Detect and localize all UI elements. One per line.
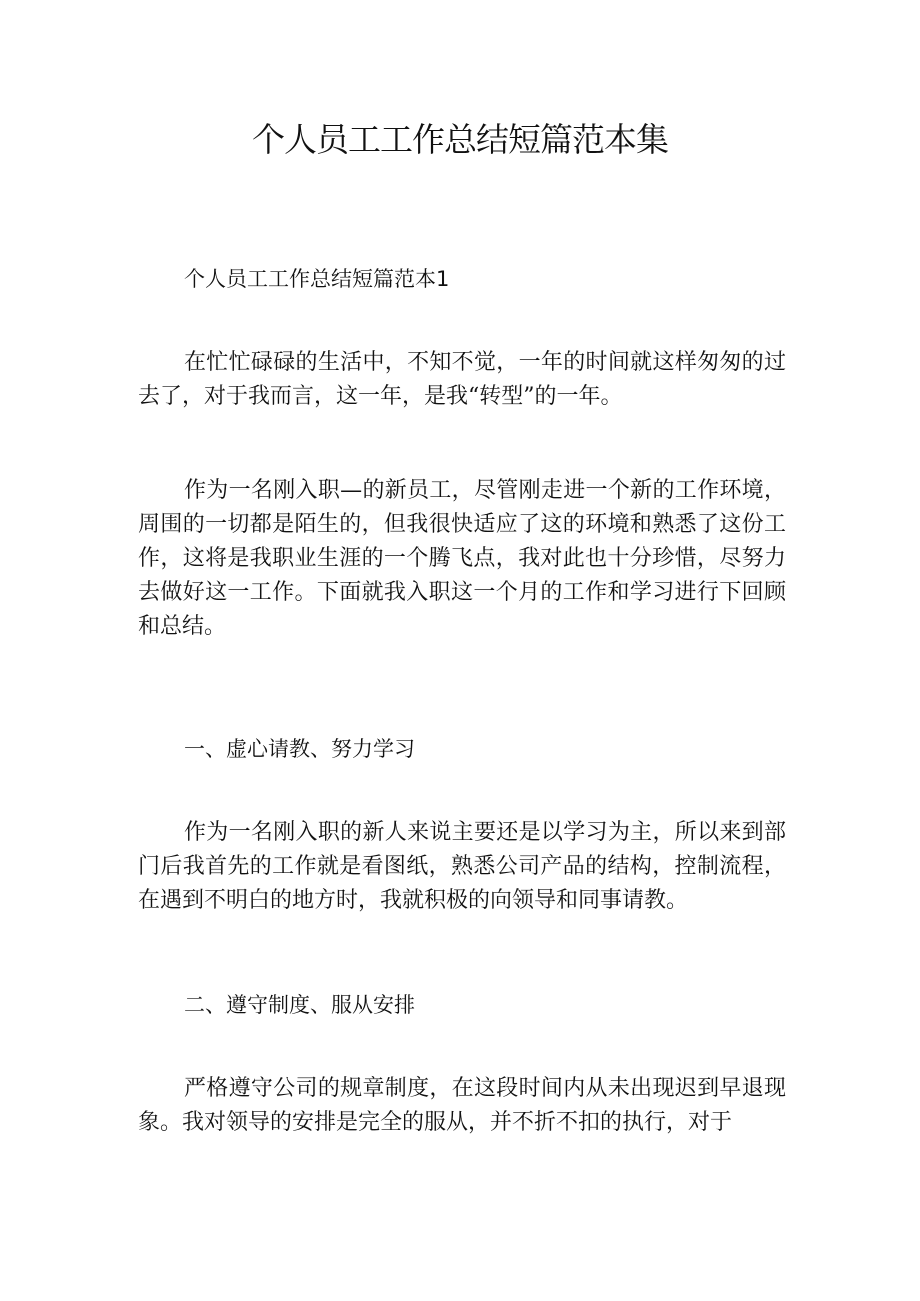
document-title: 个人员工工作总结短篇范本集 xyxy=(252,120,668,159)
paragraph-new-employee: 作为一名刚入职—的新员工，尽管刚走进一个新的工作环境，周围的一切都是陌生的，但我很快适应了这的环境和熟悉了这份工作，这将是我职业生涯的一个腾飞点，我对此也十分珍惜，尽努力去做好这一工作。下面就我入职这一个月的工作和学习进行下回顾和总结。 xyxy=(138,478,786,639)
paragraph-rules: 严格遵守公司的规章制度，在这段时间内从未出现迟到早退现象。我对领导的安排是完全的服从，并不折不扣的执行，对于 xyxy=(138,1076,786,1135)
section-heading-sample-1: 个人员工工作总结短篇范本1 xyxy=(184,267,450,291)
section-heading-learning: 一、虚心请教、努力学习 xyxy=(184,737,415,761)
paragraph-intro: 在忙忙碌碌的生活中，不知不觉，一年的时间就这样匆匆的过去了，对于我而言，这一年，是我“转型”的一年。 xyxy=(138,350,786,409)
paragraph-learning: 作为一名刚入职的新人来说主要还是以学习为主，所以来到部门后我首先的工作就是看图纸，熟悉公司产品的结构，控制流程，在遇到不明白的地方时，我就积极的向领导和同事请教。 xyxy=(138,820,786,913)
section-heading-rules: 二、遵守制度、服从安排 xyxy=(184,993,415,1017)
